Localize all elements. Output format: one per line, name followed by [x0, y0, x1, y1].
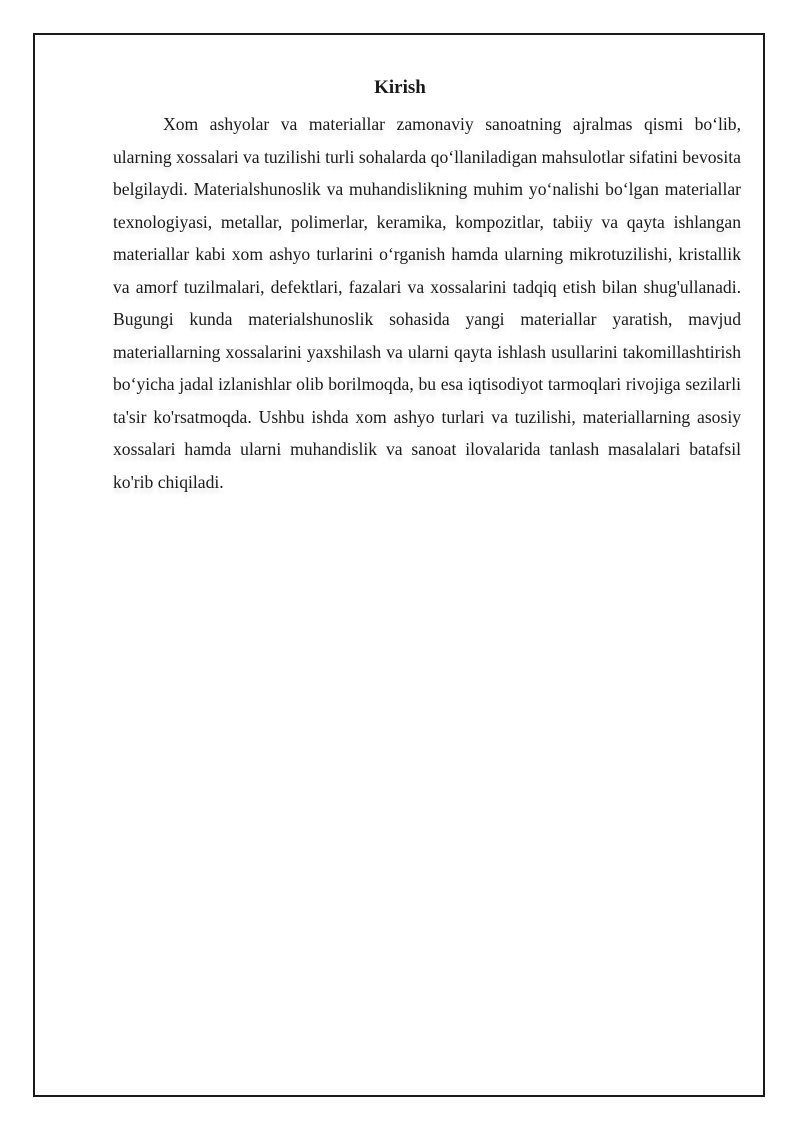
- page-title: Kirish: [374, 77, 426, 98]
- introduction-paragraph: Xom ashyolar va materiallar zamonaviy sanoatning ajralmas qismi bo‘lib, ularning xossalari va tuzilishi turli sohalarda qo‘llaniladigan mahsulotlar sifatini bevosita belgilaydi. Materialshunoslik va muhandislikning muhim yo‘nalishi bo‘lgan materiallar texnologiyasi, metallar, polimerlar, keramika, kompozitlar, tabiiy va qayta ishlangan materiallar kabi xom ashyo turlarini o‘rganish hamda ularning mikrotuzilishi, kristallik va amorf tuzilmalari, defektlari, fazalari va xossalarini tadqiq etish bilan shug'ullanadi. Bugungi kunda materialshunoslik sohasida yangi materiallar yaratish, mavjud materiallarning xossalarini yaxshilash va ularni qayta ishlash usullarini takomillashtirish bo‘yicha jadal izlanishlar olib borilmoqda, bu esa iqtisodiyot tarmoqlari rivojiga sezilarli ta'sir ko'rsatmoqda. Ushbu ishda xom ashyo turlari va tuzilishi, materiallarning asosiy xossalari hamda ularni muhandislik va sanoat ilovalarida tanlash masalalari batafsil ko'rib chiqiladi.: [113, 114, 741, 492]
